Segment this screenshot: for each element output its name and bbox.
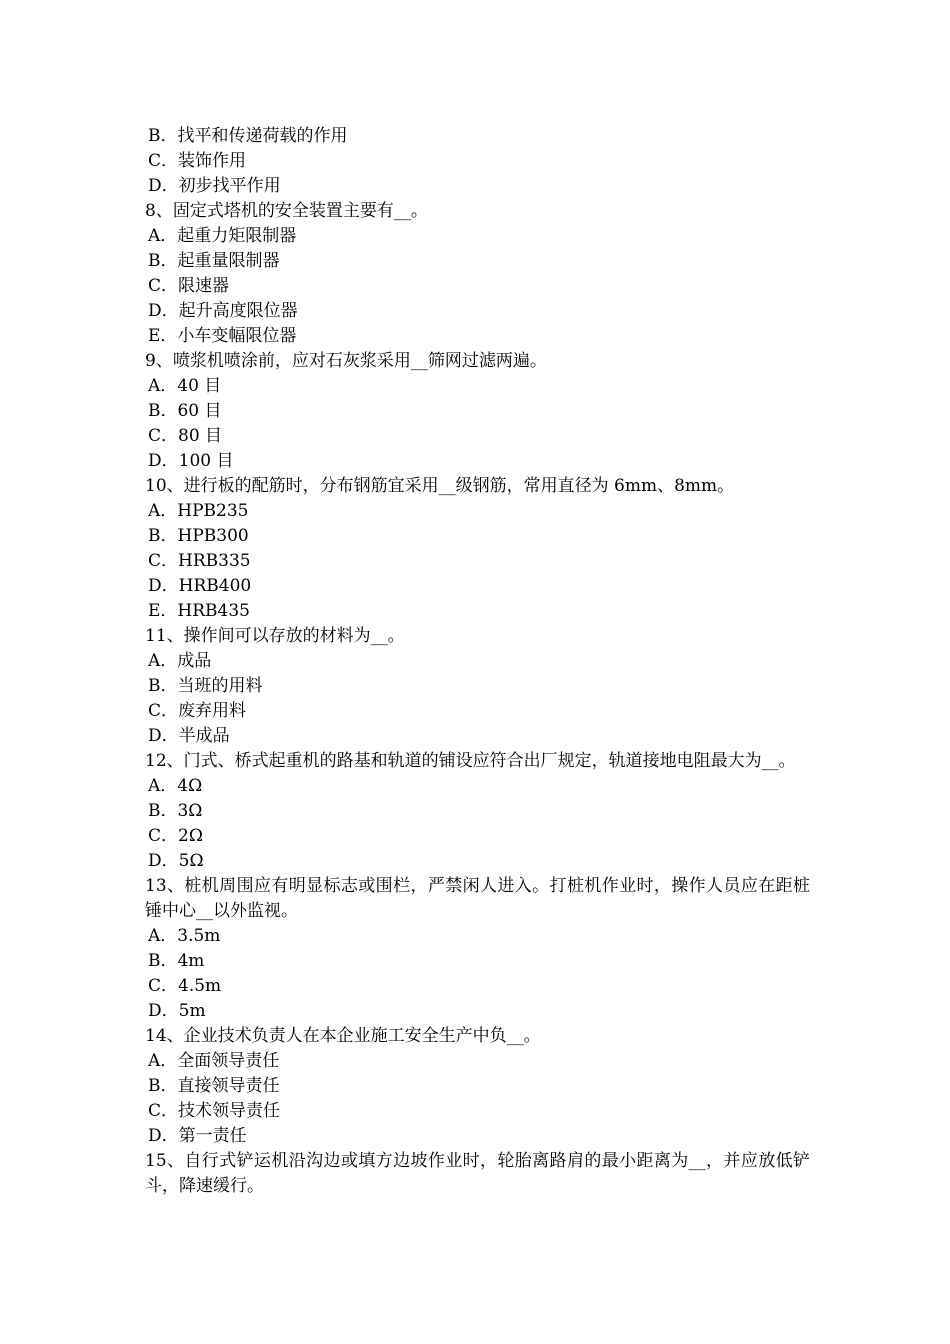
answer-option: B．直接领导责任	[148, 1076, 280, 1096]
answer-option: B．找平和传递荷载的作用	[148, 126, 348, 146]
answer-option: C．2Ω	[148, 826, 203, 846]
answer-option: E．HRB435	[148, 601, 250, 621]
answer-option: C．HRB335	[148, 551, 251, 571]
answer-option: B．60 目	[148, 401, 222, 421]
question-text: 15、自行式铲运机沿沟边或填方边坡作业时，轮胎离路肩的最小距离为__，并应放低铲斗，降速缓行。	[145, 1151, 810, 1196]
question-text: 14、企业技术负责人在本企业施工安全生产中负__。	[145, 1026, 541, 1046]
answer-option: D．起升高度限位器	[148, 301, 298, 321]
answer-option: C．限速器	[148, 276, 230, 296]
answer-option: D．半成品	[148, 726, 230, 746]
question-text: 9、喷浆机喷涂前，应对石灰浆采用__筛网过滤两遍。	[145, 351, 547, 371]
answer-option: A．4Ω	[148, 776, 203, 796]
answer-option: A．3.5m	[148, 926, 221, 946]
answer-option: C．废弃用料	[148, 701, 247, 721]
question-text: 12、门式、桥式起重机的路基和轨道的铺设应符合出厂规定，轨道接地电阻最大为__。	[145, 751, 796, 771]
answer-option: A．HPB235	[148, 501, 249, 521]
answer-option: A．起重力矩限制器	[148, 226, 297, 246]
answer-option: C．80 目	[148, 426, 223, 446]
question-text: 11、操作间可以存放的材料为__。	[145, 626, 405, 646]
question-text: 10、进行板的配筋时，分布钢筋宜采用__级钢筋，常用直径为 6mm、8mm。	[145, 476, 735, 496]
answer-option: D．初步找平作用	[148, 176, 281, 196]
answer-option: E．小车变幅限位器	[148, 326, 297, 346]
answer-option: D．5m	[148, 1001, 206, 1021]
answer-option: C．技术领导责任	[148, 1101, 281, 1121]
question-text: 13、桩机周围应有明显标志或围栏，严禁闲人进入。打桩机作业时，操作人员应在距桩锤中心__以外监视。	[145, 876, 810, 921]
answer-option: C．4.5m	[148, 976, 222, 996]
answer-option: D．HRB400	[148, 576, 252, 596]
answer-option: B．HPB300	[148, 526, 249, 546]
answer-option: A．40 目	[148, 376, 222, 396]
answer-option: D．5Ω	[148, 851, 204, 871]
exam-questions-body	[145, 124, 810, 1199]
answer-option: B．4m	[148, 951, 205, 971]
answer-option: D．第一责任	[148, 1126, 247, 1146]
question-text: 8、固定式塔机的安全装置主要有__。	[145, 201, 428, 221]
answer-option: B．3Ω	[148, 801, 203, 821]
answer-option: D．100 目	[148, 451, 234, 471]
answer-option: A．成品	[148, 651, 212, 671]
answer-option: A．全面领导责任	[148, 1051, 280, 1071]
answer-option: B．当班的用料	[148, 676, 263, 696]
answer-option: B．起重量限制器	[148, 251, 280, 271]
answer-option: C．装饰作用	[148, 151, 247, 171]
